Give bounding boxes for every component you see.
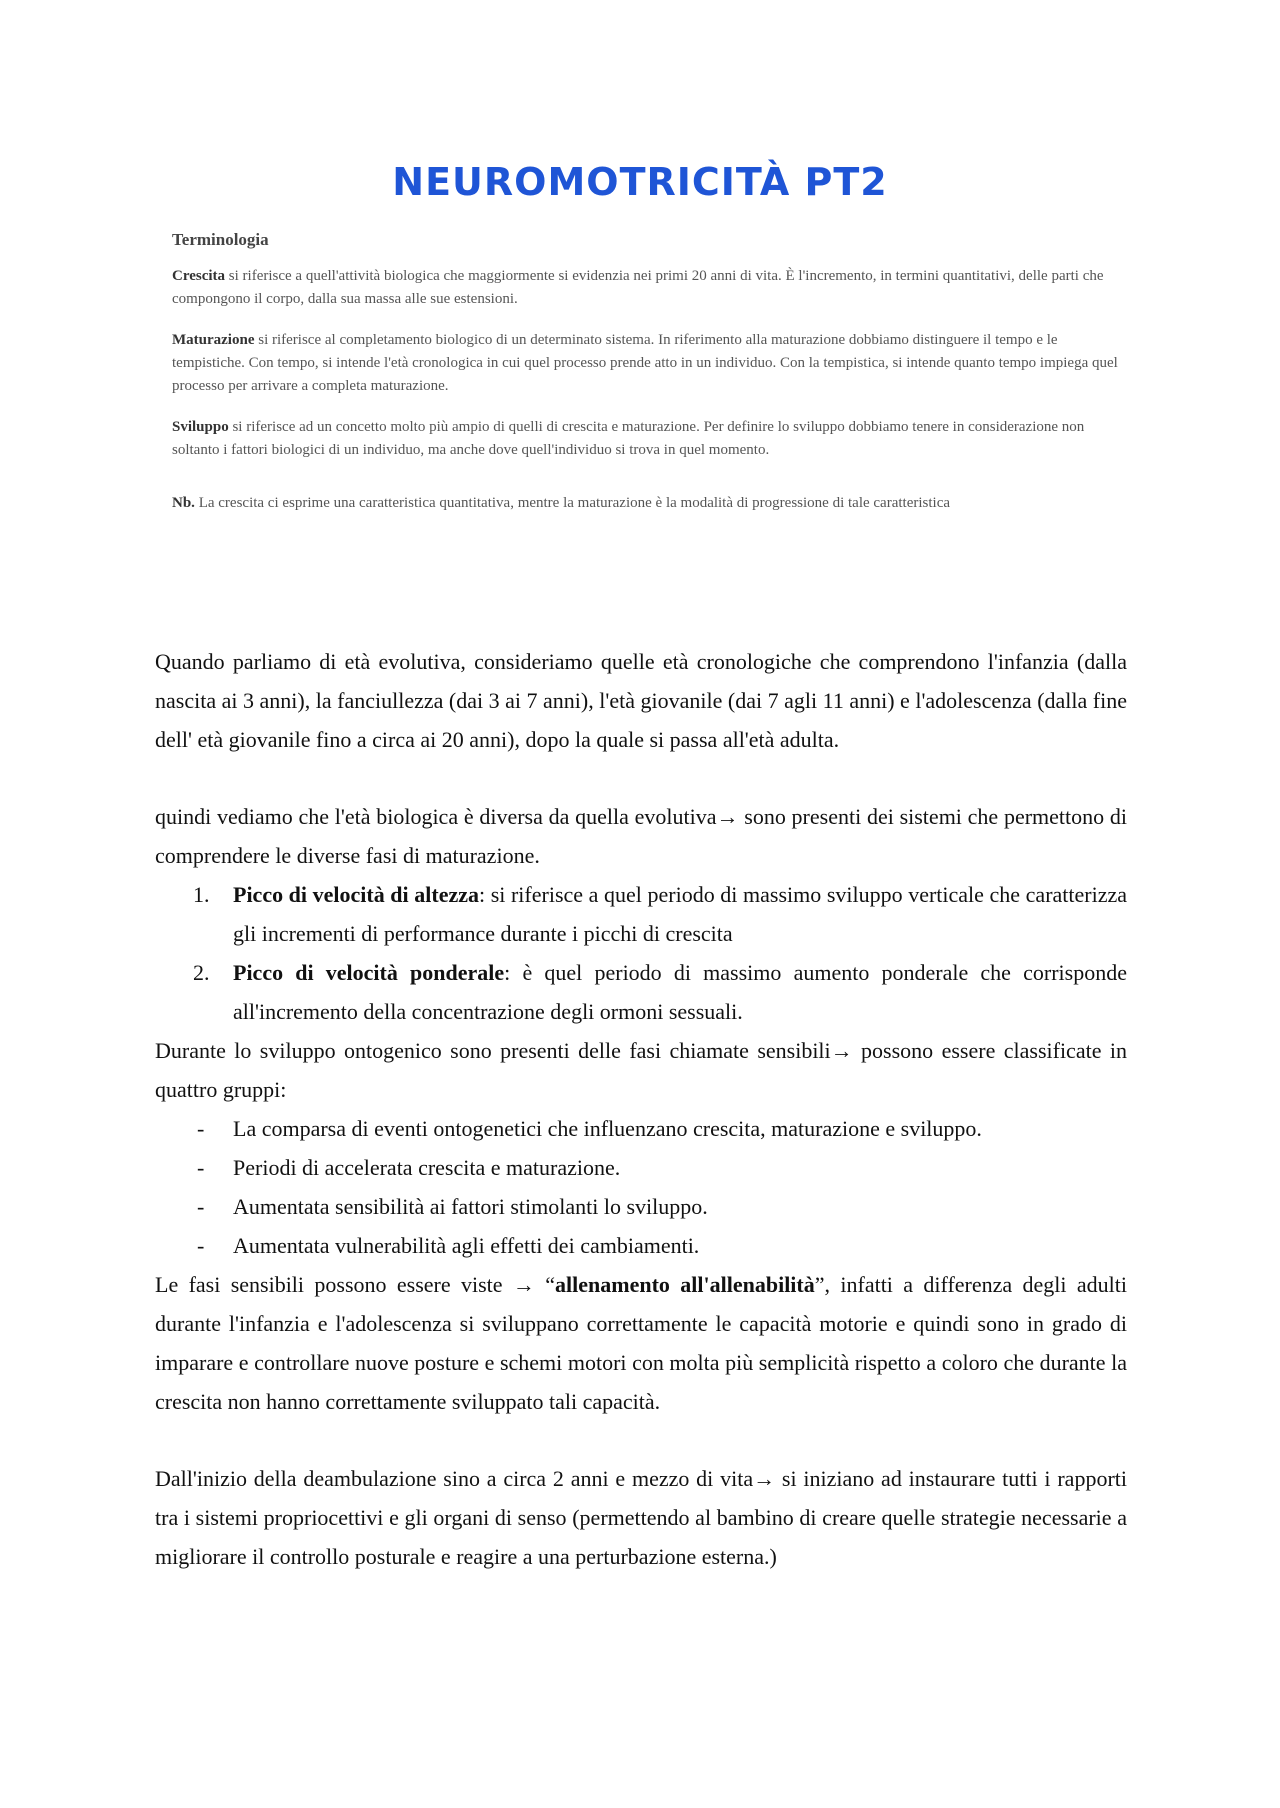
- text-run: ”, infatti a differenza degli adulti durante l'infanzia e l'adolescenza si sviluppano correttamente le capacità motorie e quindi sono in grado di imparare e controllare nuove posture e schemi motori con molta più semplicità rispetto a coloro che durante la crescita non hanno correttamente sviluppato tali capacità.: [155, 1272, 1127, 1414]
- term-label: Crescita: [172, 268, 226, 284]
- list-item: [155, 1148, 1127, 1187]
- body-text: [155, 642, 1127, 1576]
- note-label: Nb.: [172, 495, 195, 511]
- dash-mark: -: [197, 1116, 205, 1141]
- terminology-note: [172, 492, 1132, 515]
- page-title: NEUROMOTRICITÀ PT2: [392, 160, 888, 204]
- dash-list: [155, 1109, 1127, 1265]
- text-run: Le fasi sensibili possono essere viste → “: [155, 1272, 556, 1297]
- definition-maturazione: [172, 329, 1132, 398]
- list-item-text: : è quel periodo di massimo aumento ponderale che corrisponde all'incremento della concentrazione degli ormoni sessuali.: [233, 960, 1127, 1024]
- numbered-list: [155, 875, 1127, 1031]
- terminology-scan: [172, 228, 1132, 608]
- list-item: [155, 953, 1127, 1031]
- list-item: [155, 875, 1127, 953]
- dash-mark: -: [197, 1194, 205, 1219]
- list-item-text: Periodi di accelerata crescita e maturazione.: [233, 1155, 621, 1180]
- note-text: La crescita ci esprime una caratteristica quantitativa, mentre la maturazione è la modalità di progressione di tale caratteristica: [194, 495, 951, 511]
- list-item-bold: Picco di velocità ponderale: [233, 960, 505, 985]
- definition-text: si riferisce al completamento biologico di un determinato sistema. In riferimento alla maturazione dobbiamo distinguere il tempo e le tempistiche. Con tempo, si intende l'età cronologica in cui quel processo prende atto in un individuo. Con la tempistica, si intende quanto tempo impiega quel processo per arrivare a completa maturazione.: [172, 332, 1118, 394]
- list-item: [155, 1109, 1127, 1148]
- dash-mark: -: [197, 1233, 205, 1258]
- list-item: [155, 1187, 1127, 1226]
- definition-text: si riferisce ad un concetto molto più ampio di quelli di crescita e maturazione. Per definire lo sviluppo dobbiamo tenere in considerazione non soltanto i fattori biologici di un individuo, ma anche dove quell'individuo si trova in quel momento.: [172, 419, 1085, 458]
- list-item: [155, 1226, 1127, 1265]
- terminology-heading: Terminologia: [172, 230, 269, 249]
- list-item-bold: Picco di velocità di altezza: [233, 882, 479, 907]
- list-number: 2.: [193, 960, 210, 985]
- dash-mark: -: [197, 1155, 205, 1180]
- paragraph-eta-evolutiva: Quando parliamo di età evolutiva, consideriamo quelle età cronologiche che comprendono l'infanzia (dalla nascita ai 3 anni), la fanciullezza (dai 3 ai 7 anni), l'età giovanile (dai 7 agli 11 anni) e l'adolescenza (dalla fine dell' età giovanile fino a circa ai 20 anni), dopo la quale si passa all'età adulta.: [155, 649, 1127, 752]
- definition-sviluppo: [172, 416, 1132, 462]
- list-item-text: La comparsa di eventi ontogenetici che influenzano crescita, maturazione e sviluppo.: [233, 1116, 982, 1141]
- term-label: Sviluppo: [172, 419, 229, 435]
- list-item-text: Aumentata vulnerabilità agli effetti dei cambiamenti.: [233, 1233, 700, 1258]
- list-item-text: : si riferisce a quel periodo di massimo sviluppo verticale che caratterizza gli incrementi di performance durante i picchi di crescita: [233, 882, 1128, 946]
- paragraph-deambulazione: Dall'inizio della deambulazione sino a circa 2 anni e mezzo di vita→ si iniziano ad instaurare tutti i rapporti tra i sistemi propriocettivi e gli organi di senso (permettendo al bambino di creare quelle strategie necessarie a migliorare il controllo posturale e reagire a una perturbazione esterna.): [155, 1466, 1127, 1569]
- paragraph-eta-biologica: quindi vediamo che l'età biologica è diversa da quella evolutiva→ sono presenti dei sistemi che permettono di comprendere le diverse fasi di maturazione.: [155, 804, 1127, 868]
- definition-crescita: [172, 265, 1132, 311]
- paragraph-fasi-sensibili: Durante lo sviluppo ontogenico sono presenti delle fasi chiamate sensibili→ possono essere classificate in quattro gruppi:: [155, 1038, 1127, 1102]
- term-label: Maturazione: [172, 332, 255, 348]
- paragraph-allenabilita: [155, 1265, 1127, 1421]
- list-item-text: Aumentata sensibilità ai fattori stimolanti lo sviluppo.: [233, 1194, 708, 1219]
- definition-text: si riferisce a quell'attività biologica che maggiormente si evidenzia nei primi 20 anni di vita. È l'incremento, in termini quantitativi, delle parti che compongono il corpo, dalla sua massa alle sue estensioni.: [172, 268, 1104, 307]
- bold-phrase: allenamento all'allenabilità: [555, 1272, 815, 1297]
- list-number: 1.: [193, 882, 210, 907]
